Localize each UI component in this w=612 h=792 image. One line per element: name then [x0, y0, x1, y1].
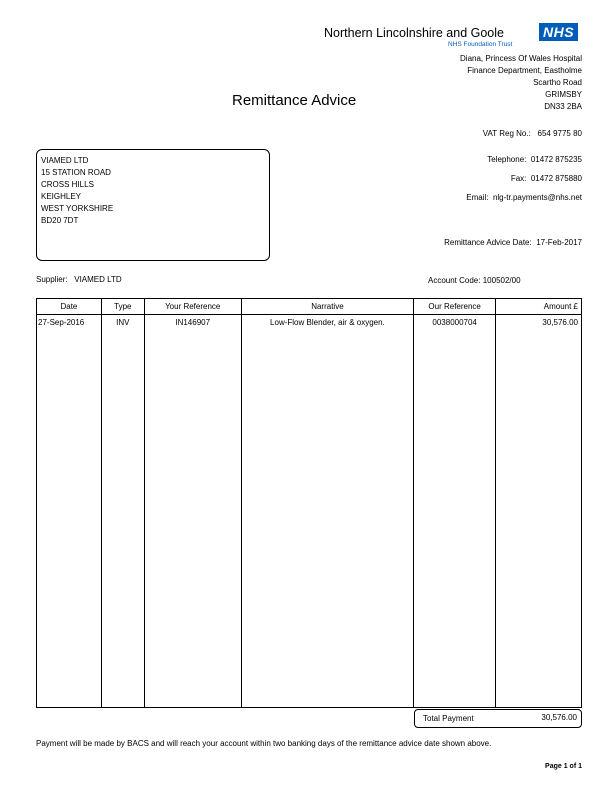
cell-narrative: Low-Flow Blender, air & oxygen.	[241, 315, 414, 330]
supplier-address-line: BD20 7DT	[41, 216, 79, 225]
nhs-logo: NHS	[539, 23, 578, 41]
telephone-row	[322, 154, 582, 166]
remittance-date-label: Remittance Advice Date:	[444, 238, 532, 247]
telephone-label: Telephone:	[487, 155, 527, 164]
remittance-date-value: 17-Feb-2017	[536, 238, 582, 247]
total-payment-value: 30,576.00	[541, 713, 577, 722]
address-line: DN33 2BA	[544, 102, 582, 111]
vat-row	[322, 128, 582, 140]
supplier-value: VIAMED LTD	[74, 275, 122, 284]
header-date: Date	[37, 299, 102, 315]
header-our-reference: Our Reference	[414, 299, 496, 315]
table-filler-row	[37, 329, 582, 708]
total-payment-box	[414, 709, 582, 728]
header-type: Type	[101, 299, 144, 315]
supplier-address-box	[36, 149, 270, 261]
vat-label: VAT Reg No.:	[482, 129, 531, 138]
supplier-address-line: 15 STATION ROAD	[41, 168, 111, 177]
supplier-address-line: KEIGHLEY	[41, 192, 82, 201]
cell-your-reference: IN146907	[144, 315, 241, 330]
vat-value: 654 9775 80	[537, 129, 582, 138]
page-number: Page 1 of 1	[545, 763, 582, 770]
address-line: GRIMSBY	[545, 90, 582, 99]
fax-value: 01472 875880	[530, 174, 582, 183]
email-value[interactable]: nlg-tr.payments@nhs.net	[492, 193, 582, 202]
supplier-address-line: WEST YORKSHIRE	[41, 204, 114, 213]
account-code-value: 100502/00	[482, 276, 521, 285]
cell-amount: 30,576.00	[496, 315, 582, 330]
trust-address	[342, 53, 582, 113]
total-payment-label: Total Payment	[423, 714, 474, 723]
cell-date: 27-Sep-2016	[37, 315, 102, 330]
trust-subtitle: NHS Foundation Trust	[448, 41, 513, 48]
fax-label: Fax:	[510, 174, 527, 183]
supplier-row	[36, 275, 122, 284]
remittance-date-row	[322, 237, 582, 249]
remittance-table	[36, 298, 582, 708]
telephone-value: 01472 875235	[530, 155, 582, 164]
supplier-label: Supplier:	[36, 275, 68, 284]
supplier-address-line: VIAMED LTD	[41, 156, 89, 165]
email-label: Email:	[466, 193, 489, 202]
document-title: Remittance Advice	[232, 92, 357, 109]
cell-our-reference: 0038000704	[414, 315, 496, 330]
table-row	[37, 315, 582, 330]
header-narrative: Narrative	[241, 299, 414, 315]
header-your-reference: Your Reference	[144, 299, 241, 315]
table-header-row	[37, 299, 582, 315]
account-code-label: Account Code:	[428, 276, 481, 285]
supplier-address-line: CROSS HILLS	[41, 180, 94, 189]
address-line: Finance Department, Eastholme	[467, 66, 582, 75]
fax-row	[322, 173, 582, 185]
address-line: Diana, Princess Of Wales Hospital	[460, 54, 582, 63]
header-amount: Amount £	[496, 299, 582, 315]
payment-note: Payment will be made by BACS and will reach your account within two banking days of the remittance advice date shown above.	[36, 739, 492, 748]
email-row	[322, 192, 582, 204]
account-code-row	[428, 276, 521, 285]
address-line: Scartho Road	[533, 78, 582, 87]
cell-type: INV	[101, 315, 144, 330]
trust-name: Northern Lincolnshire and Goole	[324, 26, 504, 40]
